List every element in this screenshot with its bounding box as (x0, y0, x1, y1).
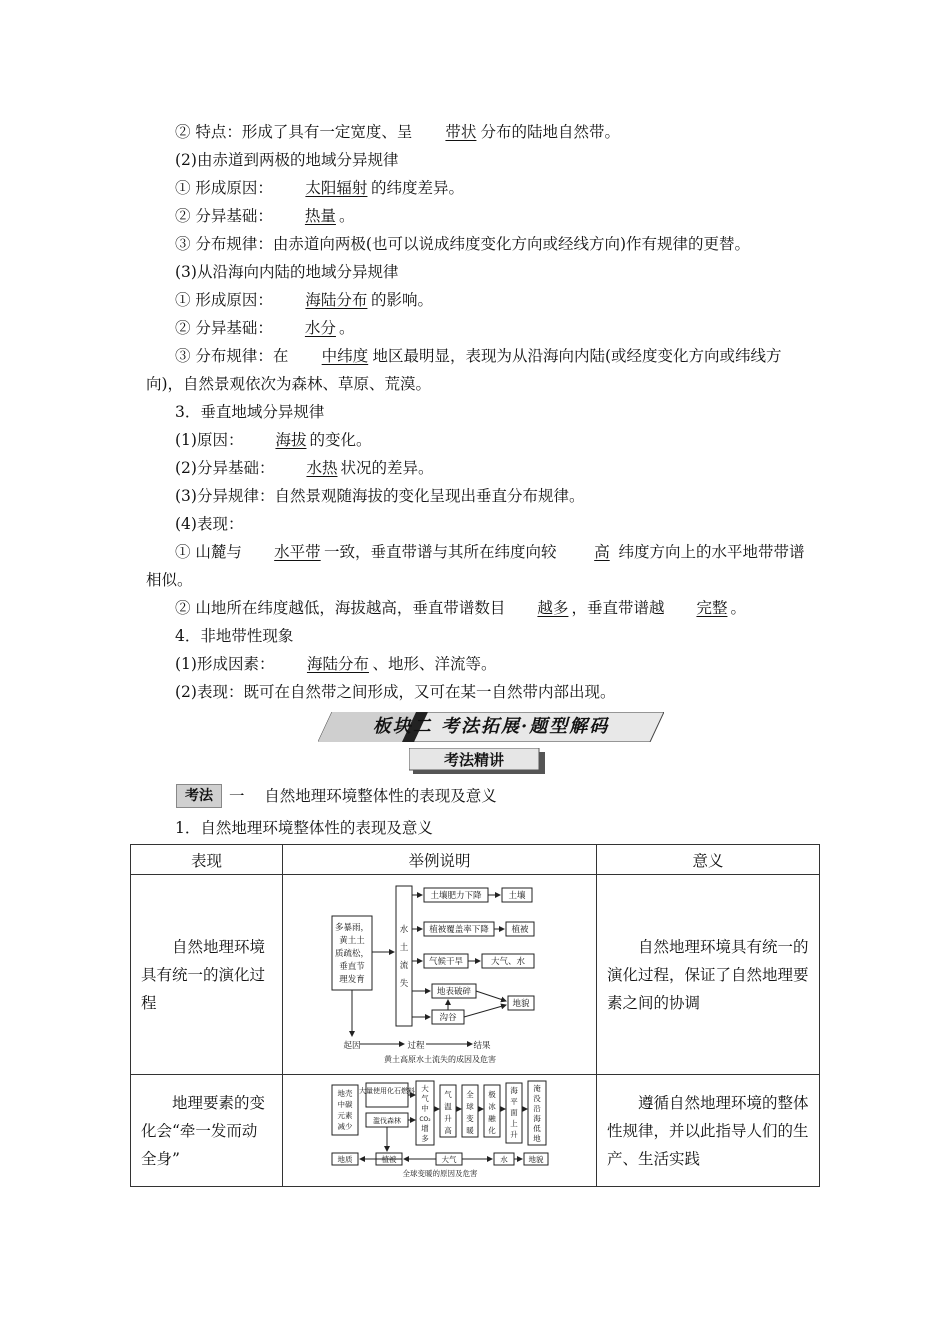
svg-text:垂直节: 垂直节 (338, 961, 365, 972)
svg-text:平: 平 (509, 1096, 518, 1106)
cell-biaoxian: 地理要素的变化会“牵一发而动全身” (141, 1093, 266, 1168)
blank-answer: 海陆分布 (306, 655, 369, 673)
svg-text:多: 多 (420, 1133, 429, 1143)
svg-text:土: 土 (399, 942, 408, 953)
blank-answer: 带状 (445, 123, 477, 141)
line-rule: ③ 分布规律：在 中纬度 地区最明显，表现为从沿海向内陆(或经度变化方向或纬线方向)，自然景观依次为森林、草原、荒漠。 (146, 342, 811, 398)
svg-text:流: 流 (399, 960, 408, 971)
svg-text:变: 变 (465, 1113, 474, 1123)
header-biaoxian: 表现 (131, 845, 283, 875)
svg-text:化: 化 (487, 1125, 496, 1135)
svg-text:面: 面 (509, 1107, 518, 1117)
cell-yiyi: 自然地理环境具有统一的演化过程，保证了自然地理要素之间的协调 (607, 937, 809, 1012)
svg-text:失: 失 (399, 978, 408, 989)
header-example: 举例说明 (283, 845, 597, 875)
section-heading: 1．自然地理环境整体性的表现及意义 (175, 819, 433, 837)
table-row (131, 1075, 820, 1187)
svg-text:沟谷: 沟谷 (438, 1012, 457, 1023)
banner-title: 板块二 考法拓展·题型解码 (372, 716, 610, 737)
header-yiyi: 意义 (597, 845, 820, 875)
cell-biaoxian: 自然地理环境具有统一的演化过程 (141, 937, 266, 1012)
svg-text:植被覆盖率下降: 植被覆盖率下降 (428, 924, 489, 935)
svg-text:植被: 植被 (510, 924, 529, 935)
svg-text:植被: 植被 (381, 1154, 396, 1164)
svg-text:气候干旱: 气候干旱 (428, 956, 463, 967)
blank-answer: 热量 (304, 207, 336, 225)
sub-banner (409, 748, 545, 774)
svg-text:水: 水 (499, 1154, 508, 1164)
integrity-table (130, 844, 820, 1187)
line-rule: ③ 分布规律：由赤道向两极(也可以说成纬度变化方向或经线方向)作有规律的更替。 (175, 235, 751, 253)
svg-text:理发育: 理发育 (338, 974, 365, 985)
svg-text:低: 低 (532, 1123, 541, 1133)
svg-text:升: 升 (443, 1113, 452, 1123)
svg-text:球: 球 (465, 1101, 474, 1111)
line-feature: ② 特点：形成了具有一定宽度、呈 带状 分布的陆地自然带。 (146, 118, 811, 146)
svg-text:元素: 元素 (337, 1110, 352, 1120)
svg-text:黄土土: 黄土土 (338, 935, 365, 946)
line-heading: 3．垂直地域分异规律 (175, 403, 325, 421)
svg-text:大气、水: 大气、水 (490, 956, 525, 967)
line-heading: 4．非地带性现象 (175, 627, 294, 645)
kaofa-tag: 考法 (176, 784, 222, 808)
svg-text:上: 上 (509, 1118, 518, 1128)
line-performance: (2)表现：既可在自然带之间形成，又可在某一自然带内部出现。 (175, 683, 616, 701)
line-heading: (2)由赤道到两极的地域分异规律 (175, 151, 399, 169)
svg-text:大: 大 (420, 1083, 429, 1093)
blank-answer: 中纬度 (321, 347, 369, 365)
kaofa-title-line: 一 自然地理环境整体性的表现及意义 (229, 787, 497, 805)
svg-text:地质: 地质 (337, 1154, 352, 1164)
svg-text:高: 高 (443, 1125, 452, 1135)
line-cause: (1)原因： 海拔 的变化。 (146, 426, 811, 454)
svg-text:CO₂: CO₂ (418, 1115, 431, 1123)
svg-text:气: 气 (443, 1089, 452, 1099)
svg-text:减少: 减少 (337, 1121, 352, 1131)
svg-text:中碳: 中碳 (337, 1099, 352, 1109)
blank-answer: 完整 (696, 599, 728, 617)
svg-text:结果: 结果 (472, 1040, 491, 1051)
svg-text:暖: 暖 (465, 1125, 474, 1135)
svg-text:温: 温 (443, 1101, 452, 1111)
svg-text:海: 海 (509, 1085, 518, 1095)
svg-text:没: 没 (532, 1093, 541, 1103)
svg-text:水: 水 (399, 924, 408, 935)
section-banner (318, 712, 664, 742)
sub-banner-title: 考法精讲 (443, 751, 504, 769)
svg-text:沿: 沿 (532, 1103, 541, 1113)
svg-text:气: 气 (420, 1093, 429, 1103)
svg-text:土壤肥力下降: 土壤肥力下降 (429, 890, 482, 901)
svg-text:地貌: 地貌 (511, 998, 530, 1009)
line-heading: (4)表现： (175, 515, 244, 533)
svg-text:融: 融 (487, 1113, 496, 1123)
blank-answer: 海陆分布 (305, 291, 368, 309)
line-cause: ① 形成原因： 海陆分布 的影响。 (146, 286, 811, 314)
svg-text:质疏松，: 质疏松， (334, 948, 369, 959)
line-performance: ② 山地所在纬度越低，海拔越高，垂直带谱数目 越多 ，垂直带谱越 完整 。 (146, 594, 811, 622)
line-basis: ② 分异基础： 水分 。 (146, 314, 811, 342)
svg-text:多暴雨，: 多暴雨， (334, 922, 369, 933)
line-basis: (2)分异基础： 水热 状况的差异。 (146, 454, 811, 482)
blank-answer: 水平带 (274, 543, 321, 561)
line-performance: ① 山麓与 水平带 一致，垂直带谱与其所在纬度向较 高 纬度方向上的水平地带带谱相似。 (146, 538, 811, 594)
line-rule: (3)分异规律：自然景观随海拔的变化呈现出垂直分布规律。 (175, 487, 585, 505)
svg-text:地壳: 地壳 (337, 1088, 352, 1098)
blank-answer: 高 (594, 543, 610, 561)
svg-text:大气: 大气 (441, 1154, 456, 1164)
line-heading: (3)从沿海向内陆的地域分异规律 (175, 263, 399, 281)
svg-text:起因: 起因 (342, 1040, 361, 1051)
blank-answer: 水分 (304, 319, 336, 337)
svg-text:滥伐森林: 滥伐森林 (372, 1116, 401, 1125)
svg-text:海: 海 (532, 1113, 541, 1123)
svg-text:地表破碎: 地表破碎 (436, 986, 471, 997)
blank-answer: 水热 (306, 459, 338, 477)
svg-text:土壤: 土壤 (507, 890, 526, 901)
line-factor: (1)形成因素： 海陆分布 、地形、洋流等。 (146, 650, 811, 678)
svg-text:过程: 过程 (406, 1040, 425, 1051)
svg-text:全球变暖的原因及危害: 全球变暖的原因及危害 (402, 1168, 477, 1178)
blank-answer: 太阳辐射 (305, 179, 368, 197)
svg-text:大量使用化石燃料: 大量使用化石燃料 (358, 1086, 415, 1095)
svg-text:淹: 淹 (532, 1083, 541, 1093)
global-warming-diagram (330, 1079, 550, 1179)
line-basis: ② 分异基础： 热量 。 (146, 202, 811, 230)
blank-answer: 海拔 (275, 431, 307, 449)
svg-text:地貌: 地貌 (528, 1154, 543, 1164)
table-row (131, 875, 820, 1075)
soil-erosion-diagram (330, 882, 550, 1064)
svg-text:升: 升 (509, 1129, 518, 1139)
svg-text:极: 极 (487, 1089, 496, 1099)
blank-answer: 越多 (537, 599, 569, 617)
svg-text:地: 地 (532, 1133, 541, 1143)
svg-text:全: 全 (465, 1089, 474, 1099)
cell-yiyi: 遵循自然地理环境的整体性规律，并以此指导人们的生产、生活实践 (607, 1093, 809, 1168)
svg-text:增: 增 (420, 1123, 429, 1133)
svg-text:中: 中 (420, 1103, 429, 1113)
line-cause: ① 形成原因： 太阳辐射 的纬度差异。 (146, 174, 811, 202)
svg-text:黄土高原水土流失的成因及危害: 黄土高原水土流失的成因及危害 (383, 1054, 496, 1064)
svg-text:冰: 冰 (487, 1101, 496, 1111)
